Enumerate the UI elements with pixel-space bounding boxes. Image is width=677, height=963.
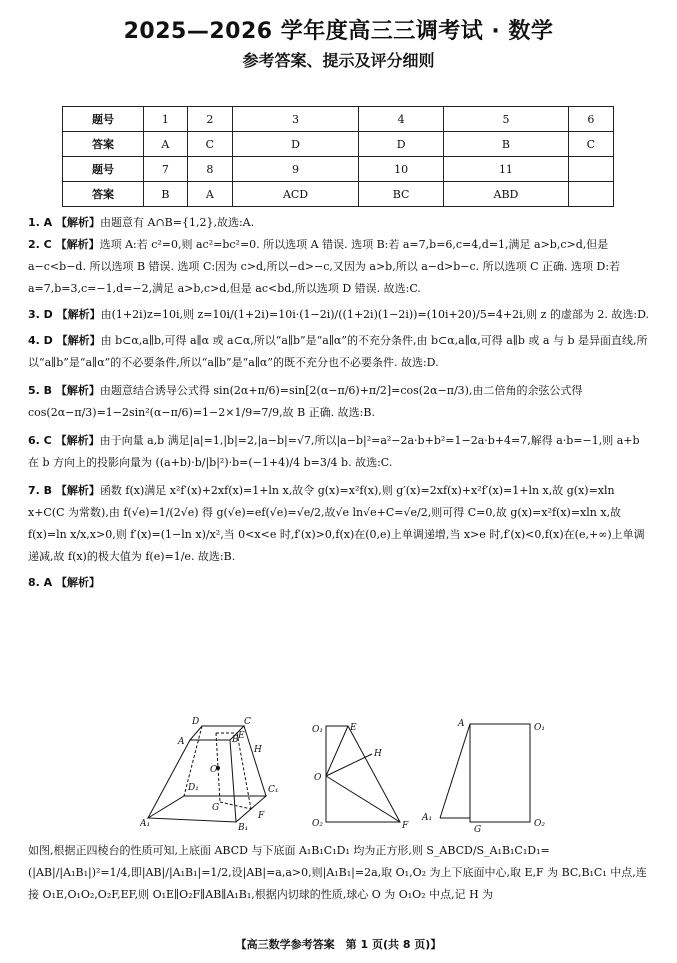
table-row xyxy=(63,107,614,132)
table-cell: D xyxy=(359,132,444,157)
table-cell: 9 xyxy=(233,157,359,182)
table-row xyxy=(63,132,614,157)
table-cell: B xyxy=(444,132,568,157)
table-cell: D xyxy=(233,132,359,157)
table-cell: 10 xyxy=(359,157,444,182)
solution-text: 由题意有 A∩B={1,2},故选:A. xyxy=(100,216,255,229)
rect-labels xyxy=(421,719,545,834)
page-title: 2025—2026 学年度高三三调考试 · 数学 xyxy=(123,19,554,44)
table-row xyxy=(63,157,614,182)
fig2-label: O₂ xyxy=(312,819,323,829)
fig3-label: A xyxy=(458,719,465,729)
section-labels xyxy=(312,723,409,831)
fig1-label: G xyxy=(212,803,220,813)
table-cell: C xyxy=(187,132,232,157)
fig2-label: H xyxy=(374,749,382,759)
solution-text: 函数 f(x)满足 x²f′(x)+2xf(x)=1+ln x,故令 g(x)=x²f(x),则 g′(x)=2xf(x)+x²f′(x)=1+ln x,故 g(x)=xln x+C(C 为常数),由 f(√e)=1/(2√e) 得 g(√e)=ef(√e)=√e/2,故√e ln√e+C=√e/2,则可得 C=0,故 g(x)=x²f(x)=xln x,故 f(x)=ln x/x,x>0,则 f′(x)=(1−ln x)/x²,当 0<x<e 时,f′(x)>0,f(x)在(0,e)上单调递增,当 x>e 时,f′(x)<0,f(x)在(e,+∞)上单调递减,故 f(x)的极大值为 f(e)=1/e. 故选:B. xyxy=(28,484,645,563)
fig1-label: F xyxy=(258,811,265,821)
table-cell: 题号 xyxy=(63,107,144,132)
solution-head: 2. C 【解析】 xyxy=(28,238,100,251)
solution-text: 选项 A:若 c²=0,则 ac²=bc²=0. 所以选项 A 错误. 选项 B:若 a=7,b=6,c=4,d=1,满足 a>b,c>d,但是 a−c<b−d. 所以选项 B 错误. 选项 C:因为 c>d,所以−d>−c,又因为 a>b,所以 a−d>b−c. 所以选项 C 正确. 选项 D:若 a=7,b=3,c=−1,d=−2,满足 a>b,c>d,但是 ac<bd,所以选项 D 错误. 故选:C. xyxy=(28,238,621,295)
fig1-label: B₁ xyxy=(238,823,249,833)
fig1-label: C xyxy=(244,717,251,727)
table-cell: C xyxy=(568,132,613,157)
solution-text: 由题意结合诱导公式得 sin(2α+π/6)=sin[2(α−π/6)+π/2]=cos(2α−π/3),由二倍角的余弦公式得 cos(2α−π/3)=1−2sin²(α−π/6)=1−2×1/9=7/9,故 B 正确. 故选:B. xyxy=(28,384,583,419)
table-cell: A xyxy=(187,182,232,207)
table-cell: 答案 xyxy=(63,182,144,207)
q8-text: 如图,根据正四棱台的性质可知,上底面 ABCD 与下底面 A₁B₁C₁D₁ 均为正方形,则 S_ABCD/S_A₁B₁C₁D₁=(|AB|/|A₁B₁|)²=1/4,即|AB|/|A₁B₁|=1/2,设|AB|=a,a>0,则|A₁B₁|=2a,取 O₁,O₂ 为上下底面中心,取 E,F 为 BC,B₁C₁ 中点,连接 O₁E,O₁O₂,O₂F,EF,则 O₁E∥O₂F∥AB∥A₁B₁,根据内切球的性质,球心 O 为 O₁O₂ 中点,记 H 为 xyxy=(28,844,647,901)
solutions-body xyxy=(28,212,650,594)
solution-head: 7. B 【解析】 xyxy=(28,484,100,497)
table-cell: 2 xyxy=(187,107,232,132)
solution-head: 5. B 【解析】 xyxy=(28,384,100,397)
solution-7 xyxy=(28,480,650,568)
solution-text: 由于向量 a,b 满足|a|=1,|b|=2,|a−b|=√7,所以|a−b|²=a²−2a·b+b²=1−2a·b+4=7,解得 a·b=−1,则 a+b 在 b 方向上的投影向量为 ((a+b)·b/|b|²)·b=(−1+4)/4 b=3/4 b. 故选:C. xyxy=(28,434,640,469)
table-cell: B xyxy=(144,182,188,207)
solution-4 xyxy=(28,330,650,374)
rect-figure xyxy=(440,724,530,822)
table-row xyxy=(63,182,614,207)
fig3-label: G xyxy=(474,825,482,834)
solution-2 xyxy=(28,234,650,300)
solution-1 xyxy=(28,212,650,234)
fig1-label: D xyxy=(192,717,200,727)
table-cell: ACD xyxy=(233,182,359,207)
fig1-label: A₁ xyxy=(140,819,151,829)
fig1-label: H xyxy=(254,745,262,755)
page-footer: 【高三数学参考答案 第 1 页(共 8 页)】 xyxy=(235,938,442,951)
answer-table xyxy=(62,106,614,207)
fig2-label: E xyxy=(350,723,357,733)
table-cell: 7 xyxy=(144,157,188,182)
solution-head: 6. C 【解析】 xyxy=(28,434,100,447)
fig1-label: B xyxy=(232,735,239,745)
table-cell: 11 xyxy=(444,157,568,182)
fig1-label: E xyxy=(238,731,245,741)
table-cell: 5 xyxy=(444,107,568,132)
table-cell: 题号 xyxy=(63,157,144,182)
solution-5 xyxy=(28,380,650,424)
fig1-label: O xyxy=(210,765,218,775)
page-subtitle: 参考答案、提示及评分细则 xyxy=(242,51,435,70)
solution-3 xyxy=(28,304,650,326)
solution-head: 3. D 【解析】 xyxy=(28,308,101,321)
table-cell: 6 xyxy=(568,107,613,132)
table-cell: 4 xyxy=(359,107,444,132)
table-cell xyxy=(568,182,613,207)
table-cell: 3 xyxy=(233,107,359,132)
table-cell: 答案 xyxy=(63,132,144,157)
table-cell: ABD xyxy=(444,182,568,207)
solution-8 xyxy=(28,572,650,594)
table-cell: BC xyxy=(359,182,444,207)
table-cell xyxy=(568,157,613,182)
fig3-label: O₁ xyxy=(534,723,545,733)
fig2-label: F xyxy=(402,821,409,831)
fig2-label: O xyxy=(314,773,322,783)
fig3-label: A₁ xyxy=(422,813,433,823)
solution-head: 1. A 【解析】 xyxy=(28,216,101,229)
solution-6 xyxy=(28,430,650,474)
fig1-label: D₁ xyxy=(188,783,199,793)
fig1-label: A xyxy=(178,737,185,747)
q8-figures xyxy=(140,714,560,834)
table-cell: 8 xyxy=(187,157,232,182)
section-figure xyxy=(326,726,400,822)
solution-head: 8. A 【解析】 xyxy=(28,576,101,589)
frustum-figure xyxy=(148,726,266,822)
q8-explanation xyxy=(28,840,650,906)
fig2-label: O₁ xyxy=(312,725,323,735)
solution-text: 由 b⊂α,a∥b,可得 a∥α 或 a⊂α,所以“a∥b”是“a∥α”的不充分条件,由 b⊂α,a∥α,可得 a∥b 或 a 与 b 是异面直线,所以“a∥b”是“a∥α”的不必要条件,所以“a∥b”是“a∥α”的既不充分也不必要条件. 故选:D. xyxy=(28,334,648,369)
fig3-label: O₂ xyxy=(534,819,545,829)
fig1-label: C₁ xyxy=(268,785,279,795)
table-cell: 1 xyxy=(144,107,188,132)
solution-text: 由(1+2i)z=10i,则 z=10i/(1+2i)=10i·(1−2i)/((1+2i)(1−2i))=(10i+20)/5=4+2i,则 z 的虚部为 2. 故选:D. xyxy=(100,308,650,321)
solution-head: 4. D 【解析】 xyxy=(28,334,101,347)
table-cell: A xyxy=(144,132,188,157)
frustum-labels xyxy=(140,717,279,833)
